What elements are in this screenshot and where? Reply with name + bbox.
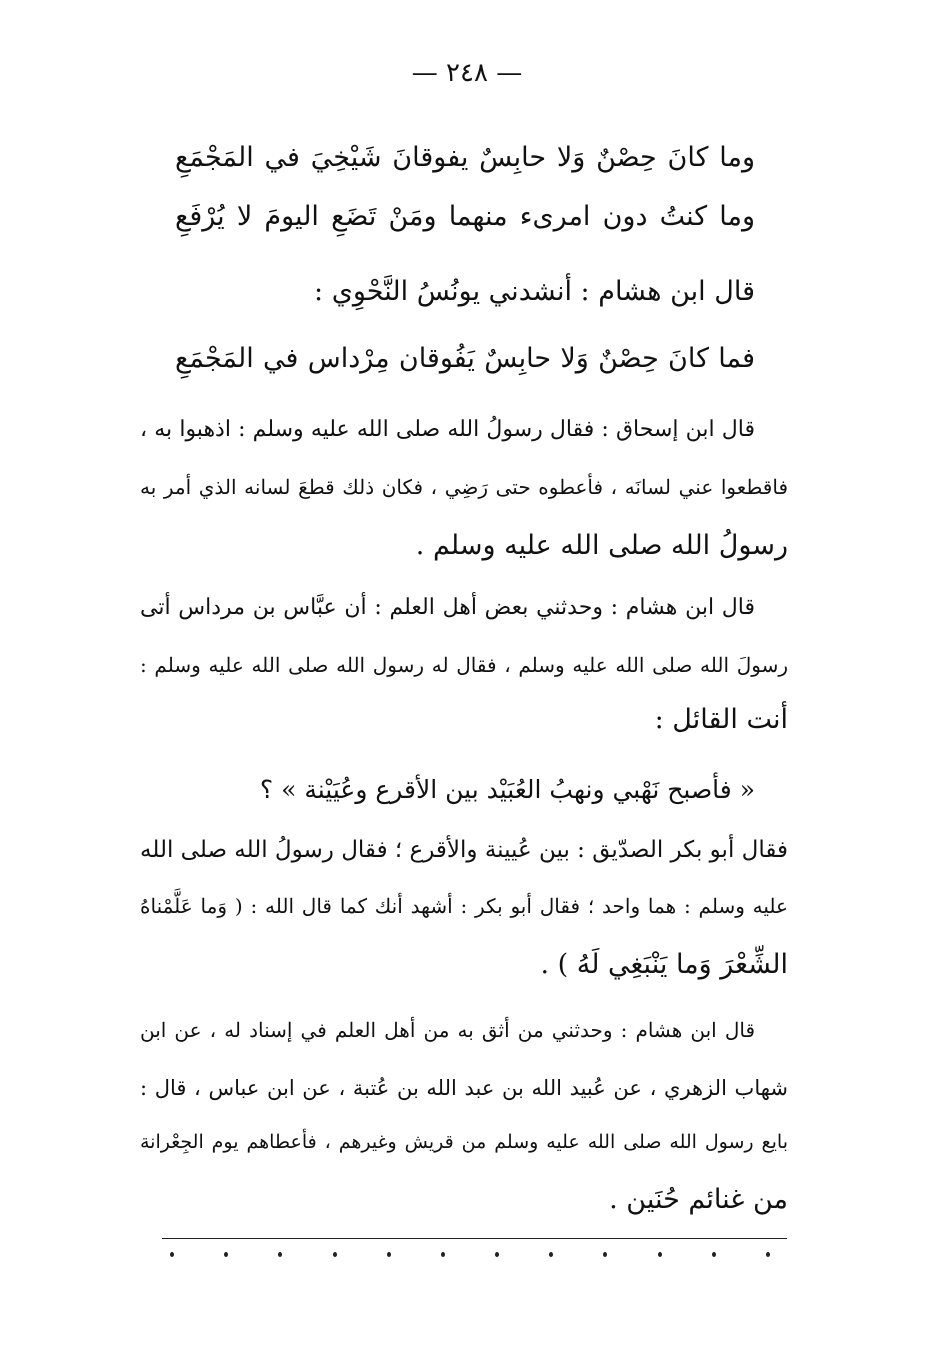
footnote-dots bbox=[170, 1252, 770, 1272]
paragraph-3-line-2: عليه وسلم : هما واحد ؛ فقال أبو بكر : أشهد أنك كما قال الله : ( وَما عَلَّمْناهُ bbox=[140, 894, 788, 918]
page-number: — ٢٤٨ — bbox=[411, 58, 523, 88]
paragraph-4-line-2: شهاب الزهري ، عن عُبيد الله بن عبد الله بن عُتبة ، عن ابن عباس ، قال : bbox=[140, 1076, 788, 1100]
paragraph-2-line-2: رسولَ الله صلى الله عليه وسلم ، فقال له رسول الله صلى الله عليه وسلم : bbox=[140, 653, 788, 677]
paragraph-1-line-1: قال ابن إسحاق : فقال رسولُ الله صلى الله عليه وسلم : اذهبوا به ، bbox=[140, 417, 755, 442]
footnote-dot bbox=[224, 1252, 228, 1257]
quote-line: « فأصبح نَهْبي ونهبُ العُبَيْد بين الأقرع وعُيَيْنة » ؟ bbox=[259, 775, 755, 804]
paragraph-2-line-3: أنت القائل : bbox=[654, 704, 788, 735]
footnote-divider bbox=[162, 1238, 787, 1239]
footnote-dot bbox=[278, 1252, 282, 1257]
paragraph-4-line-1: قال ابن هشام : وحدثني من أثق به من أهل العلم في إسناد له ، عن ابن bbox=[140, 1018, 755, 1042]
footnote-dot bbox=[495, 1252, 499, 1257]
footnote-dot bbox=[766, 1252, 770, 1257]
footnote-dot bbox=[333, 1252, 337, 1257]
verse-line-2: وما كنتُ دون امرىء منهما ومَنْ تَضَعِ اليومَ لا يُرْفَعِ bbox=[175, 201, 755, 232]
paragraph-2-line-1: قال ابن هشام : وحدثني بعض أهل العلم : أن عبَّاس بن مرداس أتى bbox=[140, 595, 755, 620]
paragraph-1-line-2: فاقطعوا عني لسانَه ، فأعطوه حتى رَضِي ، فكان ذلك قطعَ لسانه الذي أمر به bbox=[140, 475, 788, 499]
footnote-dot bbox=[549, 1252, 553, 1257]
intro-line: قال ابن هشام : أنشدني يونُسُ النَّحْوِي : bbox=[314, 276, 755, 307]
footnote-dot bbox=[658, 1252, 662, 1257]
paragraph-3-line-3: الشِّعْرَ وَما يَنْبَغِي لَهُ ) . bbox=[540, 949, 788, 980]
verse-line-3: فما كانَ حِصْنٌ وَلا حابِسٌ يَفُوقان مِرْداس في المَجْمَعِ bbox=[175, 343, 755, 374]
paragraph-4-line-3: بايع رسول الله صلى الله عليه وسلم من قريش وغيرهم ، فأعطاهم يوم الجِعْرانة bbox=[140, 1131, 788, 1153]
footnote-dot bbox=[441, 1252, 445, 1257]
footnote-dot bbox=[712, 1252, 716, 1257]
footnote-dot bbox=[603, 1252, 607, 1257]
paragraph-1-line-3: رسولُ الله صلى الله عليه وسلم . bbox=[415, 530, 788, 561]
footnote-dot bbox=[387, 1252, 391, 1257]
verse-line-1: وما كانَ حِصْنٌ وَلا حابِسٌ يفوقانَ شَيْخِيَ في المَجْمَعِ bbox=[175, 142, 755, 173]
paragraph-4-line-4: من غنائم حُنَين . bbox=[609, 1184, 788, 1215]
footnote-dot bbox=[170, 1252, 174, 1257]
paragraph-3-line-1: فقال أبو بكر الصدّيق : بين عُيينة والأقرع ؛ فقال رسولُ الله صلى الله bbox=[140, 837, 788, 863]
